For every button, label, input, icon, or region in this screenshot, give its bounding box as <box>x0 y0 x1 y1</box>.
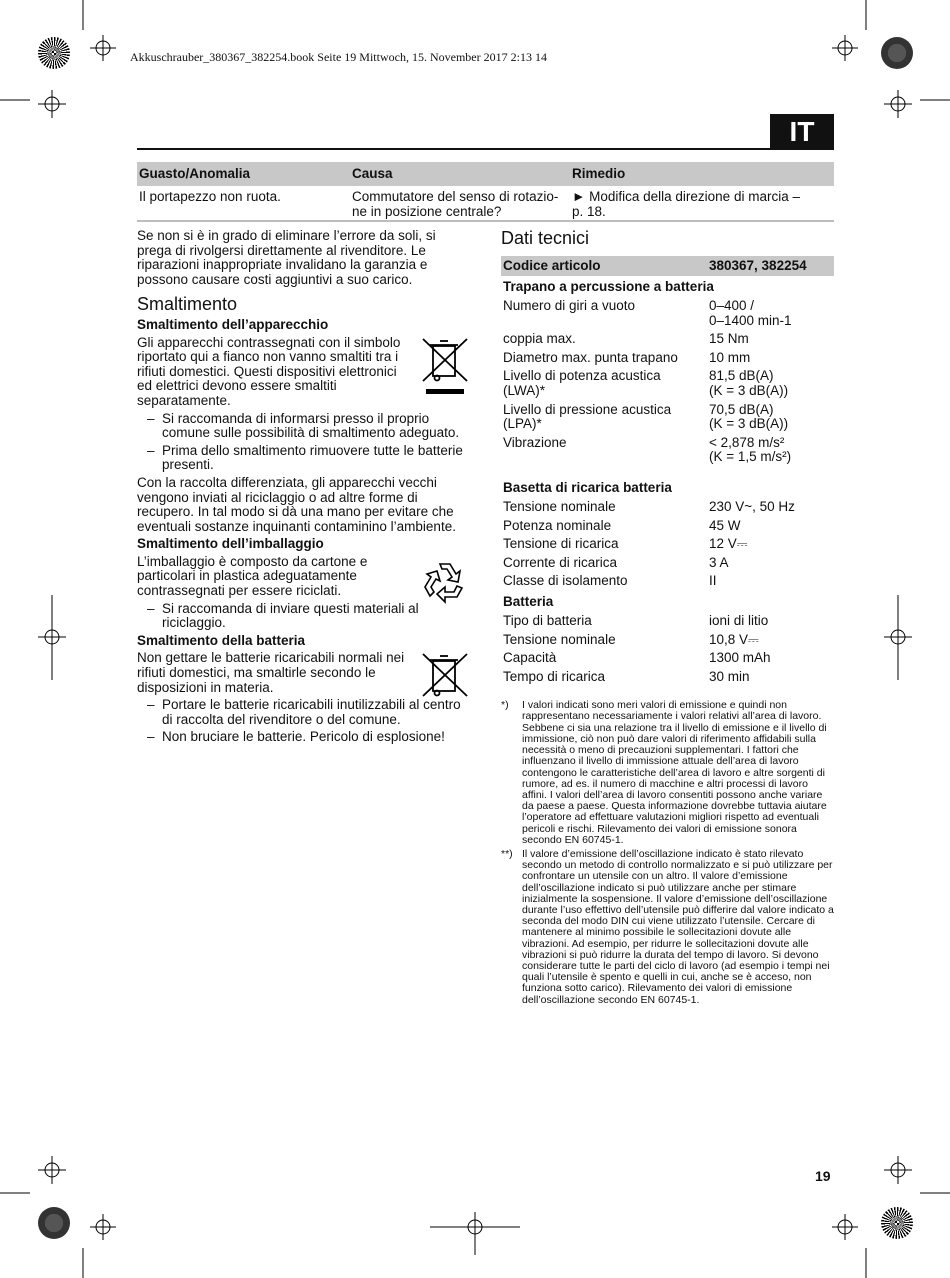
spec-value: 0–400 / 0–1400 min-1 <box>709 298 792 328</box>
fault-cell: Il portapezzo non ruota. <box>139 189 281 204</box>
spec-value: 10,8 V⎓ <box>709 631 759 647</box>
spec-row <box>501 367 834 400</box>
list-item: – Si raccomanda di inviare questi materiali al riciclaggio. <box>147 600 419 631</box>
spec-value: 70,5 dB(A) (K = 3 dB(A)) <box>709 401 789 432</box>
crossed-bin-icon <box>420 336 470 396</box>
list-item: – Portare le batterie ricaricabili inutilizzabili al centro di raccolta del rivenditore o del comune. <box>147 697 461 727</box>
spec-row <box>501 572 834 591</box>
spec-row <box>501 517 834 536</box>
left-column <box>137 229 470 748</box>
battery-disposal-list <box>137 698 470 745</box>
table-row <box>137 186 834 222</box>
packaging-disposal-list <box>137 602 470 631</box>
spec-label: Vibrazione <box>503 434 567 450</box>
spec-label: Tipo di batteria <box>503 612 592 628</box>
col-header-fault: Guasto/Anomalia <box>139 166 251 181</box>
print-info: Akkuschrauber_380367_382254.book Seite 19 Mittwoch, 15. November 2017 2:13 14 <box>130 50 547 64</box>
list-item: – Prima dello smaltimento rimuovere tutte le batterie presenti. <box>147 442 463 473</box>
spec-value: 15 Nm <box>709 331 749 347</box>
spec-row <box>501 349 834 368</box>
spec-row <box>501 498 834 517</box>
spec-value: < 2,878 m/s² (K = 1,5 m/s²) <box>709 434 792 465</box>
device-disposal-text: Gli apparecchi contrassegnati con il simbolo riportato qui a fianco non vanno smaltiti tra i rifiuti domestici. Questi dispositivi elettronici ed elettrici devono essere smaltiti separatamente. <box>137 334 401 408</box>
article-code-value: 380367, 382254 <box>709 258 807 273</box>
section-battery: Batteria <box>503 593 554 609</box>
trouble-table <box>137 162 834 222</box>
page-number: 19 <box>815 1168 831 1184</box>
footnotes <box>501 700 834 1005</box>
article-code-label: Codice articolo <box>503 258 601 273</box>
crossed-bin-icon <box>420 651 470 697</box>
spec-label: Tensione nominale <box>503 498 616 514</box>
subtitle-battery-disposal: Smaltimento della batteria <box>137 632 306 648</box>
list-item: – Si raccomanda di informarsi presso il proprio comune sulle possibilità di smaltimento adeguato. <box>147 410 460 441</box>
spec-label: Capacità <box>503 650 557 666</box>
header-rule <box>137 148 834 150</box>
spec-label: Livello di potenza acustica (LWA)* <box>503 368 661 398</box>
section-title-disposal: Smaltimento <box>137 294 238 315</box>
spec-label: Potenza nominale <box>503 517 612 533</box>
spec-label: Tensione di ricarica <box>503 536 619 552</box>
spec-row <box>501 631 834 650</box>
spec-row <box>501 535 834 554</box>
spec-row <box>501 434 834 467</box>
spec-value: II <box>709 573 717 589</box>
subtitle-packaging-disposal: Smaltimento dell’imballaggio <box>137 536 324 552</box>
spec-row <box>501 668 834 687</box>
subtitle-device-disposal: Smaltimento dell’apparecchio <box>137 316 329 332</box>
spec-row <box>501 297 834 330</box>
intro-paragraph: Se non si è in grado di eliminare l’errore da soli, si prega di rivolgersi direttamente al rivenditore. Le riparazioni inappropriate invalidano la garanzia e possono causare costi aggiuntivi a suo carico. <box>137 228 436 287</box>
spec-value: 1300 mAh <box>709 650 771 666</box>
cause-cell: Commutatore del senso di rotazio- ne in posizione centrale? <box>352 189 559 219</box>
col-header-remedy: Rimedio <box>572 166 626 181</box>
spec-value: 30 min <box>709 668 750 684</box>
spec-label: Classe di isolamento <box>503 573 628 589</box>
spec-value: ioni di litio <box>709 612 769 628</box>
footnote: *) I valori indicati sono meri valori di emissione e quindi non rappresentano necessariamente i valori relativi all’area di lavoro. Sebbene ci sia una relazione tra il livello di emissione e il livello di immissione, ciò non può dare valori di riferimento affidabili sulla necessità o meno di precauzioni supplementari. I fattori che influenzano il livello di immissione attuale dell’area di lavoro contengono le caratteristiche dell’area di lavoro e altre sorgenti di rumore, ad es. il numero di macchine e altri processi di lavoro affini. I valori dell’area di lavoro consentiti possono anche variare da paese a paese. Questa informazione dovrebbe tuttavia aiutare l’operatore ad effettuare valutazioni migliori rispetto ad eventuali pericoli e rischi. Rilevamento dei valori di emissione sonora secondo EN 60745-1. <box>501 699 827 846</box>
tech-data-title: Dati tecnici <box>501 228 590 248</box>
device-disposal-text-2: Con la raccolta differenziata, gli apparecchi vecchi vengono inviati al riciclaggio o ad altre forme di recupero. In tal modo si dà una mano per evitare che eventuali sostanze inquinanti contaminino l’ambiente. <box>137 474 456 534</box>
spec-label: coppia max. <box>503 331 576 347</box>
spec-value: 12 V⎓ <box>709 536 748 552</box>
spec-value: 230 V~, 50 Hz <box>709 498 795 514</box>
col-header-cause: Causa <box>352 166 393 181</box>
packaging-disposal-text: L’imballaggio è composto da cartone e particolari in plastica adeguatamente contrassegnati per essere riciclati. <box>137 553 368 599</box>
spec-label: Livello di pressione acustica (LPA)* <box>503 401 672 432</box>
footnote: **) Il valore d’emissione dell’oscillazione indicato è stato rilevato secondo un metodo di controllo normalizzato e si può utilizzare per confrontare un utensile con un altro. Il valore d’emissione dell’oscillazione indicato si può utilizzare anche per stimare inizialmente la sospensione. Il valore d’emissione dell’oscillazione durante l’uso effettivo dell’utensile può differire dal valore indicato a seconda del modo DIN cui viene utilizzato l’utensile. Cercare di mantenere al minimo possibile le sollecitazioni dovute alle vibrazioni. Ad esempio, per ridurre le sollecitazioni dovute alle vibrazioni si può ridurre la durata del tempo di lavoro. Si devono considerare tutte le parti del ciclo di lavoro (ad esempio i tempi nei quali l’utensile è spento e quelli in cui, anche se è acceso, non funziona sotto carico). Rilevamento dei valori di emissione dell’oscillazione secondo EN 60745-1. <box>501 847 834 1006</box>
spec-value: 3 A <box>709 554 729 570</box>
spec-row <box>501 554 834 573</box>
section-drill: Trapano a percussione a batteria <box>503 279 714 294</box>
spec-label: Tensione nominale <box>503 631 616 647</box>
spec-row <box>501 649 834 668</box>
spec-label: Numero di giri a vuoto <box>503 298 636 313</box>
tech-table-header <box>501 256 834 276</box>
spec-label: Diametro max. punta trapano <box>503 349 678 365</box>
spec-row <box>501 612 834 631</box>
device-disposal-list <box>137 412 470 473</box>
section-charger: Basetta di ricarica batteria <box>503 479 672 495</box>
spec-row <box>501 401 834 434</box>
right-column <box>501 228 834 1009</box>
spec-value: 81,5 dB(A) (K = 3 dB(A)) <box>709 368 789 398</box>
battery-disposal-text: Non gettare le batterie ricaricabili normali nei rifiuti domestici, ma smaltirle secondo le disposizioni in materia. <box>137 650 405 695</box>
spec-value: 10 mm <box>709 349 751 365</box>
spec-label: Tempo di ricarica <box>503 668 606 684</box>
language-badge: IT <box>770 114 834 150</box>
table-header <box>137 162 834 186</box>
list-item: – Non bruciare le batterie. Pericolo di esplosione! <box>147 729 445 745</box>
spec-row <box>501 330 834 349</box>
spec-value: 45 W <box>709 517 741 533</box>
remedy-cell: ► Modifica della direzione di marcia – p. 18. <box>572 189 800 219</box>
spec-label: Corrente di ricarica <box>503 554 618 570</box>
